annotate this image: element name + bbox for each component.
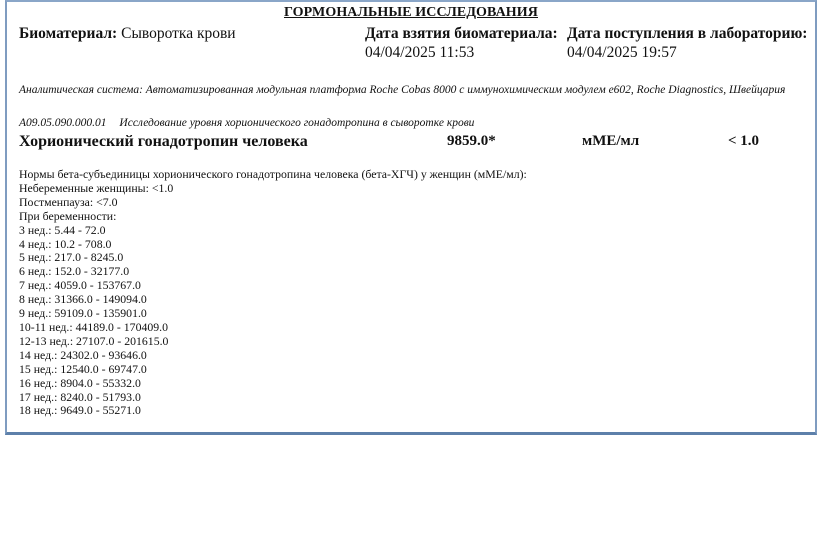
- lab-received-label: Дата поступления в лабораторию:: [567, 25, 808, 42]
- pregnancy-range: 5 нед.: 217.0 - 8245.0: [19, 250, 124, 265]
- sample-taken-label: Дата взятия биоматериала:: [365, 25, 558, 42]
- pregnancy-range: 15 нед.: 12540.0 - 69747.0: [19, 361, 147, 376]
- pregnancy-range: 3 нед.: 5.44 - 72.0: [19, 222, 106, 237]
- result-name: Хорионический гонадотропин человека: [19, 133, 308, 150]
- reference-norms: [19, 168, 527, 418]
- test-code-line: [19, 117, 474, 129]
- result-reference: < 1.0: [728, 133, 760, 149]
- result-unit: мМЕ/мл: [582, 133, 640, 149]
- pregnancy-range: 6 нед.: 152.0 - 32177.0: [19, 264, 130, 279]
- pregnancy-range: 17 нед.: 8240.0 - 51793.0: [19, 389, 141, 404]
- pregnancy-range: 4 нед.: 10.2 - 708.0: [19, 236, 112, 251]
- norms-heading: Нормы бета-субъединицы хорионического гонадотропина человека (бета-ХГЧ) у женщин (мМЕ/мл):: [19, 167, 527, 181]
- pregnancy-range: 10-11 нед.: 44189.0 - 170409.0: [19, 319, 169, 334]
- biomaterial-field: [19, 25, 236, 43]
- test-code: A09.05.090.000.01: [19, 117, 107, 129]
- result-value: 9859.0*: [447, 133, 496, 149]
- analyzer-info: Аналитическая система: Автоматизированная модульная платформа Roche Cobas 8000 с иммунохимическим модулем e602, Roche Diagnostics, Швейцария: [19, 84, 786, 96]
- pregnancy-range: 8 нед.: 31366.0 - 149094.0: [19, 292, 147, 307]
- pregnancy-range: 9 нед.: 59109.0 - 135901.0: [19, 306, 147, 321]
- pregnancy-range: 18 нед.: 9649.0 - 55271.0: [19, 403, 141, 418]
- pregnancy-range: 12-13 нед.: 27107.0 - 201615.0: [19, 333, 169, 348]
- report-frame: [5, 0, 817, 435]
- norm-postmenopause: Постменпауза: <7.0: [19, 194, 118, 209]
- pregnancy-range: 7 нед.: 4059.0 - 153767.0: [19, 278, 141, 293]
- pregnancy-range: 16 нед.: 8904.0 - 55332.0: [19, 375, 141, 390]
- pregnancy-range: 14 нед.: 24302.0 - 93646.0: [19, 347, 147, 362]
- norm-non-pregnant: Небеременные женщины: <1.0: [19, 180, 174, 195]
- lab-received-value: 04/04/2025 19:57: [567, 44, 677, 61]
- biomaterial-label: Биоматериал:: [19, 25, 118, 42]
- biomaterial-value: Сыворотка крови: [121, 25, 236, 42]
- test-description: Исследование уровня хорионического гонадотропина в сыворотке крови: [119, 117, 475, 129]
- sample-taken-value: 04/04/2025 11:53: [365, 44, 475, 61]
- report-title: ГОРМОНАЛЬНЫЕ ИССЛЕДОВАНИЯ: [283, 5, 538, 20]
- pregnancy-heading: При беременности:: [19, 208, 117, 223]
